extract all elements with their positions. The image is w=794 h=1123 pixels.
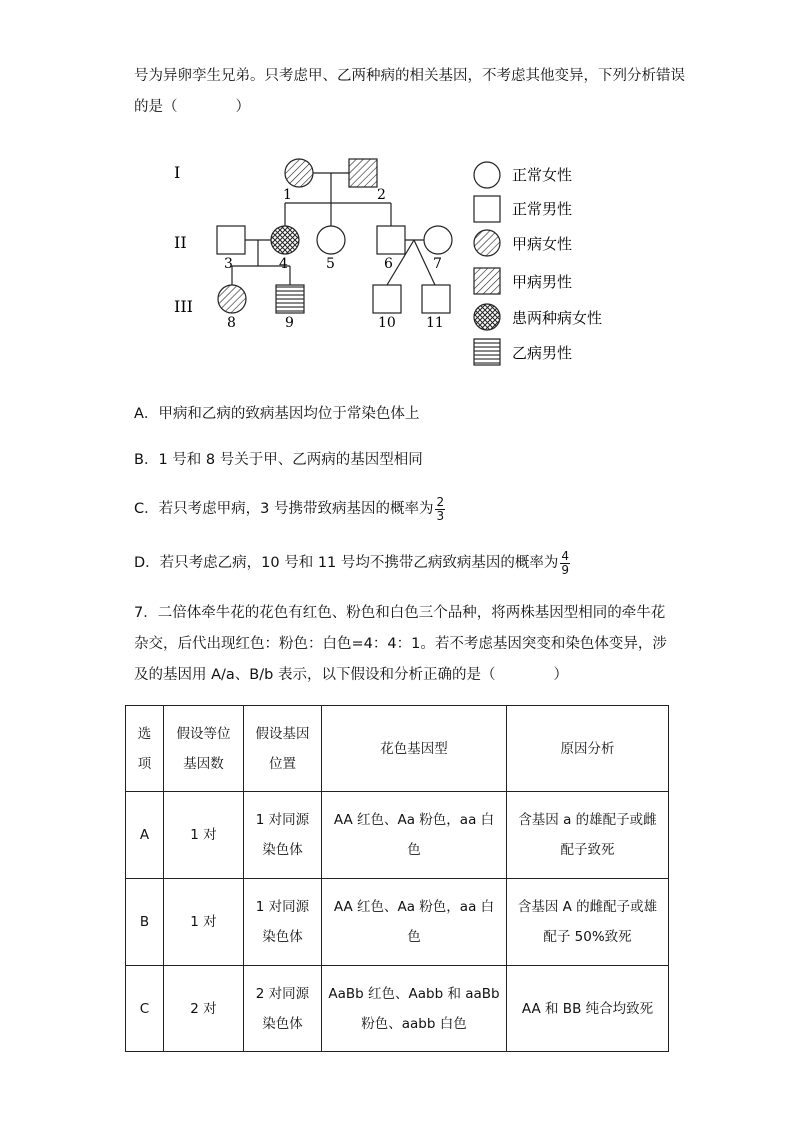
option-c-fraction xyxy=(435,496,445,523)
table-cell: 2 对同源染色体 xyxy=(244,966,322,1052)
option-c xyxy=(134,491,445,527)
table-cell: 1 对同源染色体 xyxy=(244,879,322,966)
id-label-1: 1 xyxy=(283,187,292,203)
table-cell: 1 对同源染色体 xyxy=(244,792,322,879)
legend-both-diseases-female: 患两种病女性 xyxy=(512,309,603,327)
individual-4 xyxy=(271,226,299,254)
option-d-fraction xyxy=(560,550,570,577)
id-label-11: 11 xyxy=(426,315,444,331)
legend-normal-female-symbol xyxy=(474,162,500,188)
individual-8 xyxy=(218,285,246,313)
legend-disease-a-female: 甲病女性 xyxy=(512,235,573,253)
option-d xyxy=(134,545,570,581)
id-label-6: 6 xyxy=(384,256,393,272)
legend-normal-female: 正常女性 xyxy=(512,166,573,184)
legend-normal-male-symbol xyxy=(474,196,500,222)
table-row xyxy=(126,966,669,1052)
answer-table xyxy=(125,705,669,1052)
individual-5 xyxy=(317,226,345,254)
legend-disease-a-female-symbol xyxy=(474,230,500,256)
table-cell: AaBb 红色、Aabb 和 aaBb 粉色、aabb 白色 xyxy=(322,966,507,1052)
id-label-9: 9 xyxy=(285,315,294,331)
table-row xyxy=(126,792,669,879)
table-cell: A xyxy=(126,792,164,879)
table-cell: C xyxy=(126,966,164,1052)
individual-7 xyxy=(424,226,452,254)
table-cell: 2 对 xyxy=(164,966,244,1052)
table-cell: 1 对 xyxy=(164,879,244,966)
id-label-8: 8 xyxy=(227,315,236,331)
table-row xyxy=(126,879,669,966)
generation-label-I: I xyxy=(174,163,181,182)
option-a: A．甲病和乙病的致病基因均位于常染色体上 xyxy=(134,406,420,422)
individual-9 xyxy=(276,285,304,313)
table-header: 假设等位基因数 xyxy=(164,706,244,792)
legend-disease-b-male: 乙病男性 xyxy=(512,344,573,362)
individual-11 xyxy=(422,285,450,313)
table-cell: AA 和 BB 纯合均致死 xyxy=(507,966,669,1052)
table-header: 假设基因位置 xyxy=(244,706,322,792)
id-label-3: 3 xyxy=(224,256,233,272)
id-label-4: 4 xyxy=(279,256,288,272)
legend-disease-a-male-symbol xyxy=(474,268,500,294)
intro-line-2: 的是（ ） xyxy=(134,99,250,115)
table-cell: AA 红色、Aa 粉色，aa 白色 xyxy=(322,792,507,879)
intro-line-1: 号为异卵孪生兄弟。只考虑甲、乙两种病的相关基因，不考虑其他变异，下列分析错误 xyxy=(134,68,685,84)
option-c-denominator: 3 xyxy=(436,508,445,523)
table-cell: AA 红色、Aa 粉色，aa 白色 xyxy=(322,879,507,966)
id-label-10: 10 xyxy=(378,315,396,331)
option-b: B．1 号和 8 号关于甲、乙两病的基因型相同 xyxy=(134,452,423,468)
option-d-numerator: 4 xyxy=(561,548,570,563)
legend-disease-a-male: 甲病男性 xyxy=(512,273,573,291)
option-d-text: D．若只考虑乙病，10 号和 11 号均不携带乙病致病基因的概率为 xyxy=(134,555,559,571)
id-label-2: 2 xyxy=(377,187,386,203)
individual-10 xyxy=(373,285,401,313)
individual-6 xyxy=(377,226,405,254)
table-cell: 含基因 A 的雌配子或雄配子 50%致死 xyxy=(507,879,669,966)
table-cell: B xyxy=(126,879,164,966)
individual-3 xyxy=(217,226,245,254)
generation-label-III: III xyxy=(174,297,193,316)
table-cell: 含基因 a 的雄配子或雌配子致死 xyxy=(507,792,669,879)
table-header: 原因分析 xyxy=(507,706,669,792)
question-7-text: 7．二倍体牵牛花的花色有红色、粉色和白色三个品种，将两株基因型相同的牵牛花杂交，后代出现红色：粉色：白色=4：4：1。若不考虑基因突变和染色体变异，涉及的基因用 A/a、B/b 表示，以下假设和分析正确的是（ ） xyxy=(134,605,667,683)
table-cell: 1 对 xyxy=(164,792,244,879)
option-c-numerator: 2 xyxy=(436,494,445,509)
pedigree-chart xyxy=(160,150,640,370)
table-header: 花色基因型 xyxy=(322,706,507,792)
legend-normal-male: 正常男性 xyxy=(512,200,573,218)
table-header-row xyxy=(126,706,669,792)
id-label-5: 5 xyxy=(326,256,335,272)
legend-both-diseases-female-symbol xyxy=(474,304,500,330)
id-label-7: 7 xyxy=(433,256,442,272)
legend-disease-b-male-symbol xyxy=(474,339,500,365)
individual-2 xyxy=(349,159,377,187)
option-d-denominator: 9 xyxy=(561,562,570,577)
option-c-text: C．若只考虑甲病，3 号携带致病基因的概率为 xyxy=(134,501,434,517)
individual-1 xyxy=(285,159,313,187)
generation-label-II: II xyxy=(174,233,187,252)
table-header: 选项 xyxy=(126,706,164,792)
